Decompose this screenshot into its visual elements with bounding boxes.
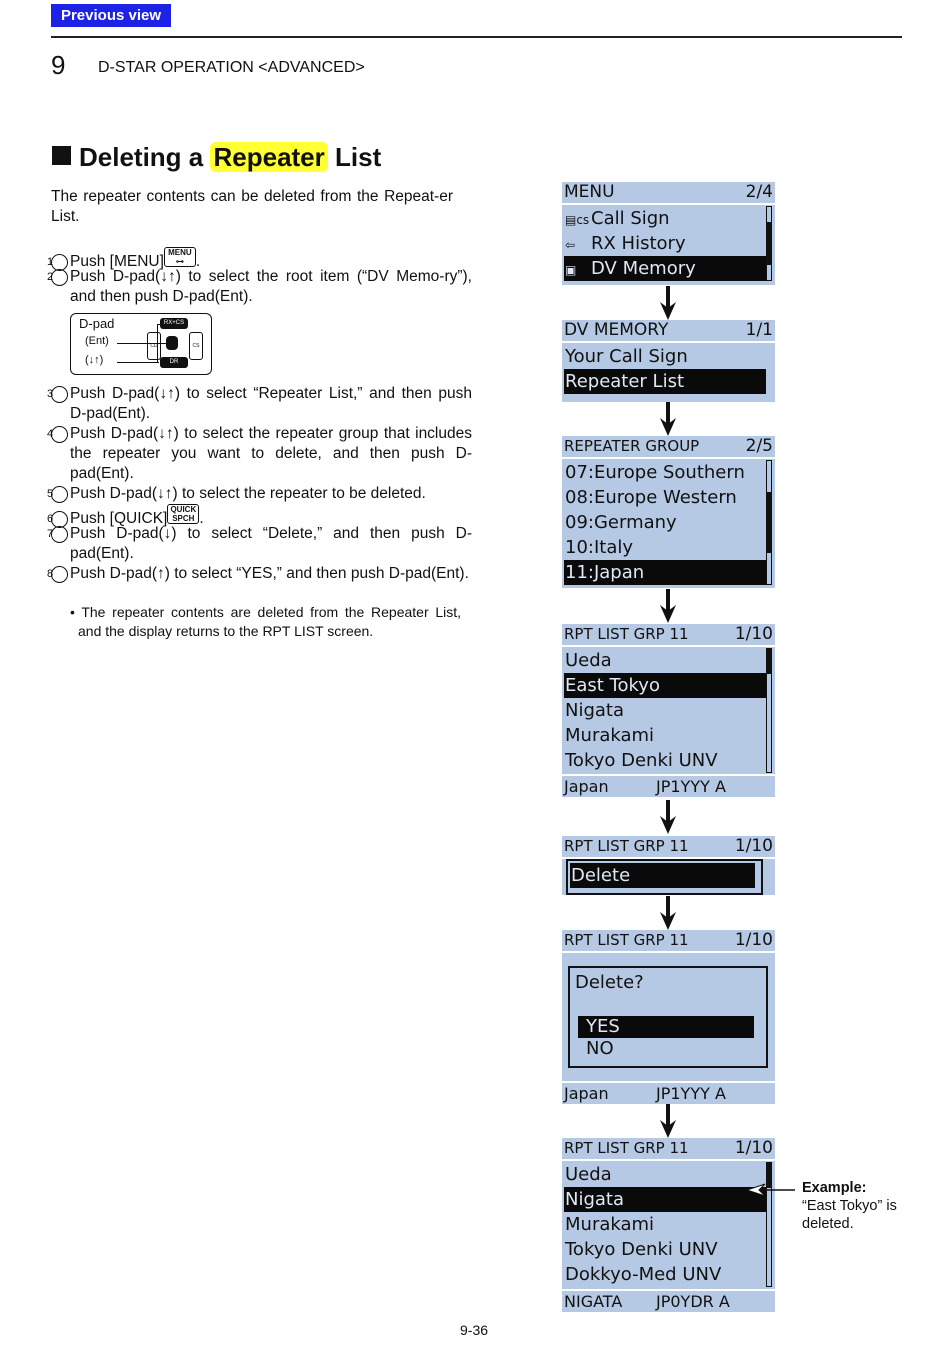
list-item-label: 07:Europe Southern bbox=[565, 462, 745, 483]
list-item[interactable] bbox=[564, 460, 766, 485]
menu-item-icon: ▣ bbox=[565, 263, 577, 277]
list-item-label: 08:Europe Western bbox=[565, 487, 737, 508]
list-item[interactable] bbox=[564, 648, 766, 673]
screen-page: 2/5 bbox=[745, 436, 773, 456]
list-item-label: Tokyo Denki UNV bbox=[565, 750, 718, 771]
example-callout bbox=[802, 1179, 907, 1233]
list-item-label: 09:Germany bbox=[565, 512, 677, 533]
screen-page: 1/10 bbox=[734, 930, 773, 950]
screen-footer bbox=[562, 1289, 775, 1312]
down-arrow-icon bbox=[660, 589, 676, 623]
list-item[interactable] bbox=[564, 369, 766, 394]
scrollbar[interactable] bbox=[766, 648, 772, 773]
lcd-screen bbox=[562, 1138, 775, 1312]
list-item[interactable] bbox=[564, 1212, 766, 1237]
screen-title: MENU bbox=[564, 182, 615, 202]
lcd-screen bbox=[562, 182, 775, 285]
down-arrow-icon bbox=[660, 1104, 676, 1138]
page-number: 9-36 bbox=[460, 1322, 489, 1338]
lcd-screen bbox=[562, 320, 775, 402]
screen-header bbox=[562, 1138, 775, 1161]
previous-view-button[interactable]: Previous view bbox=[51, 4, 171, 27]
list-item-label: DV Memory bbox=[591, 258, 696, 279]
list-item-label: Repeater List bbox=[565, 371, 685, 392]
list-item-label: 10:Italy bbox=[565, 537, 634, 558]
cd-button: CD bbox=[147, 332, 161, 360]
pointer-arrow-icon bbox=[745, 1180, 797, 1200]
dpad-ent-label: (Ent) bbox=[85, 335, 109, 347]
step-number-icon: 6 bbox=[51, 511, 68, 528]
screen-header bbox=[562, 624, 775, 647]
step-text: Push [MENU] bbox=[70, 253, 164, 270]
confirm-question: Delete? bbox=[575, 972, 644, 993]
menu-item-icon: ▤cs bbox=[565, 213, 590, 227]
example-text: “East Tokyo” is deleted. bbox=[802, 1198, 897, 1232]
screen-title: REPEATER GROUP bbox=[564, 437, 700, 455]
note-text: • The repeater contents are deleted from the Repeater List, and the display returns to the RPT LIST screen. bbox=[70, 604, 461, 639]
screen-page: 1/10 bbox=[734, 1138, 773, 1158]
key-icon: QUICK SPCH bbox=[167, 504, 199, 524]
rx-cs-button: RX+CS bbox=[160, 318, 188, 329]
step-after: . bbox=[195, 253, 201, 270]
step-5 bbox=[46, 484, 472, 504]
yes-option[interactable]: YES bbox=[578, 1016, 754, 1038]
square-bullet-icon bbox=[52, 146, 71, 165]
screen-page: 1/10 bbox=[734, 624, 773, 644]
list-item-label: East Tokyo bbox=[565, 675, 660, 696]
list-item-label: Tokyo Denki UNV bbox=[565, 1239, 718, 1260]
list-item[interactable] bbox=[564, 1187, 766, 1212]
step-2 bbox=[46, 267, 472, 307]
scrollbar-thumb[interactable] bbox=[767, 222, 771, 266]
list-item[interactable] bbox=[564, 256, 766, 281]
lcd-screen bbox=[562, 624, 775, 797]
step-text: Push D-pad(↓↑) to select the repeater group that includes the repeater you want to delete, and then push D-pad(Ent). bbox=[70, 425, 472, 482]
list-item[interactable] bbox=[564, 231, 766, 256]
leader-line bbox=[117, 362, 159, 363]
list-item[interactable] bbox=[564, 1162, 766, 1187]
list-item[interactable] bbox=[564, 485, 766, 510]
screen-header bbox=[562, 182, 775, 205]
list-item-label: Murakami bbox=[565, 725, 655, 746]
delete-confirm-dialog bbox=[568, 966, 768, 1068]
screen-header bbox=[562, 930, 775, 953]
list-item-label: Murakami bbox=[565, 1214, 655, 1235]
down-arrow-icon bbox=[660, 402, 676, 436]
repeater-callsign: JP1YYY A bbox=[656, 777, 726, 796]
screen-title: RPT LIST GRP 11 bbox=[564, 931, 689, 949]
step-text: Push D-pad(↓↑) to select the root item (“DV Memo-ry”), and then push D-pad(Ent). bbox=[70, 268, 472, 305]
intro-text: The repeater contents can be deleted from the Repeat-er List. bbox=[51, 188, 453, 225]
step-text: Push D-pad(↓↑) to select the repeater to be deleted. bbox=[70, 485, 426, 502]
lcd-screen bbox=[562, 930, 775, 1104]
key-icon: MENU ⊶ bbox=[164, 247, 196, 267]
screen-title: RPT LIST GRP 11 bbox=[564, 1139, 689, 1157]
dr-button: DR bbox=[160, 357, 188, 368]
repeater-callsign: JP0YDR A bbox=[656, 1292, 730, 1311]
title-pre: Deleting a bbox=[79, 142, 204, 172]
cs-button: CS bbox=[189, 332, 203, 360]
repeater-name: Japan bbox=[564, 1084, 609, 1103]
step-number-icon: 2 bbox=[51, 269, 68, 286]
menu-item-icon: ⇦ bbox=[565, 238, 576, 252]
step-text: Push D-pad(↓↑) to select “Repeater List,” and then push D-pad(Ent). bbox=[70, 385, 472, 422]
step-7 bbox=[46, 524, 472, 564]
dpad-updown-label: (↓↑) bbox=[85, 354, 104, 366]
step-after: . bbox=[199, 510, 204, 527]
step-text: Push [QUICK] bbox=[70, 510, 168, 527]
step-number-icon: 7 bbox=[51, 526, 68, 543]
title-post: List bbox=[335, 142, 382, 172]
step-3 bbox=[46, 384, 472, 424]
screen-page: 1/10 bbox=[734, 836, 773, 856]
list-item-label: Call Sign bbox=[591, 208, 670, 229]
list-item-label: Ueda bbox=[565, 1164, 612, 1185]
list-item[interactable] bbox=[564, 1237, 766, 1262]
list-item[interactable] bbox=[564, 698, 766, 723]
repeater-callsign: JP1YYY A bbox=[656, 1084, 726, 1103]
screen-title: RPT LIST GRP 11 bbox=[564, 625, 689, 643]
step-number-icon: 5 bbox=[51, 486, 68, 503]
screen-header bbox=[562, 320, 775, 343]
step-text: Push D-pad(↑) to select “YES,” and then push D-pad(Ent). bbox=[70, 565, 469, 582]
step-number-icon: 3 bbox=[51, 386, 68, 403]
dpad-label: D-pad bbox=[79, 316, 115, 331]
scrollbar-thumb[interactable] bbox=[767, 649, 771, 674]
example-label: Example: bbox=[802, 1180, 867, 1196]
scrollbar-thumb[interactable] bbox=[767, 492, 771, 554]
list-item[interactable] bbox=[564, 673, 766, 698]
screen-title: RPT LIST GRP 11 bbox=[564, 837, 689, 855]
section-title bbox=[52, 142, 381, 173]
lcd-screen bbox=[562, 436, 775, 588]
down-arrow-icon bbox=[660, 800, 676, 834]
screen-page: 1/1 bbox=[745, 320, 773, 340]
list-item[interactable] bbox=[564, 723, 766, 748]
screen-footer bbox=[562, 774, 775, 797]
repeater-name: NIGATA bbox=[564, 1292, 623, 1311]
step-4 bbox=[46, 424, 472, 484]
scrollbar[interactable] bbox=[766, 460, 772, 585]
ent-button bbox=[166, 336, 178, 350]
list-item-label: Dokkyo-Med UNV bbox=[565, 1264, 722, 1285]
title-highlight: Repeater bbox=[210, 142, 327, 172]
list-item[interactable] bbox=[564, 1262, 766, 1287]
screen-page: 2/4 bbox=[745, 182, 773, 202]
step-8 bbox=[46, 564, 472, 584]
list-item-label: Nigata bbox=[565, 700, 625, 721]
header-rule bbox=[51, 36, 902, 38]
delete-menu-item[interactable]: Delete bbox=[570, 863, 755, 888]
list-item[interactable] bbox=[564, 510, 766, 535]
screen-title: DV MEMORY bbox=[564, 320, 669, 340]
step-text: Push D-pad(↓) to select “Delete,” and then push D-pad(Ent). bbox=[70, 525, 472, 562]
step-number-icon: 4 bbox=[51, 426, 68, 443]
step-number-icon: 8 bbox=[51, 566, 68, 583]
list-item-label: Ueda bbox=[565, 650, 612, 671]
down-arrow-icon bbox=[660, 286, 676, 320]
list-item-label: 11:Japan bbox=[565, 562, 645, 583]
list-item[interactable] bbox=[564, 206, 766, 231]
chapter-number: 9 bbox=[51, 50, 66, 80]
quick-menu-popup bbox=[566, 859, 763, 895]
list-item[interactable] bbox=[564, 535, 766, 560]
screen-header bbox=[562, 836, 775, 859]
repeater-name: Japan bbox=[564, 777, 609, 796]
list-item[interactable] bbox=[564, 344, 766, 369]
list-item[interactable] bbox=[564, 748, 766, 773]
down-arrow-icon bbox=[660, 896, 676, 930]
step-number-icon: 1 bbox=[51, 254, 68, 271]
list-item-label: Your Call Sign bbox=[565, 346, 688, 367]
chapter-title: D-STAR OPERATION <ADVANCED> bbox=[98, 59, 365, 76]
screen-header bbox=[562, 436, 775, 459]
scrollbar[interactable] bbox=[766, 206, 772, 281]
list-item-label: RX History bbox=[591, 233, 686, 254]
list-item-label: Nigata bbox=[565, 1189, 625, 1210]
lcd-screen bbox=[562, 836, 775, 895]
list-item[interactable] bbox=[564, 560, 766, 585]
dpad-diagram bbox=[70, 313, 212, 375]
screen-footer bbox=[562, 1081, 775, 1104]
no-option[interactable]: NO bbox=[586, 1038, 614, 1059]
